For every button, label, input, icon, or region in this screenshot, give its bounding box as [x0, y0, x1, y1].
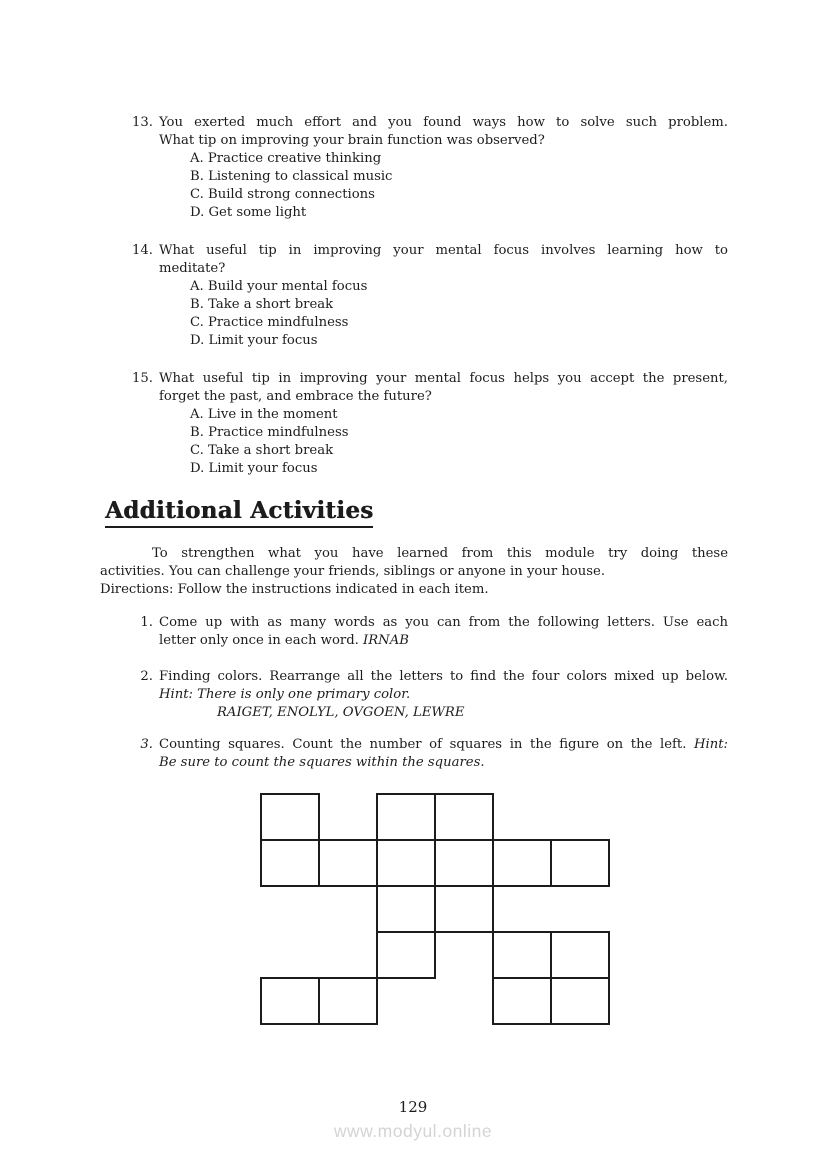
- question-text-line: What tip on improving your brain function was observed?: [159, 133, 545, 148]
- question-number: 15.: [132, 371, 153, 386]
- question-body: [159, 114, 728, 222]
- item-text-line: Come up with as many words as you can from the following letters. Use each: [159, 615, 728, 630]
- question-body: [159, 370, 728, 478]
- intro-line: activities. You can challenge your friends, siblings or anyone in your house.: [100, 564, 606, 579]
- question-14: [127, 242, 728, 350]
- section-heading: [100, 498, 728, 528]
- intro-line: To strengthen what you have learned from this module try doing these: [152, 546, 728, 561]
- options-list: [190, 150, 728, 222]
- item-number: 3.: [140, 737, 153, 752]
- options-list: [190, 278, 728, 350]
- scrambled-colors: RAIGET, ENOLYL, OVGOEN, LEWRE: [217, 705, 465, 720]
- item-hint: Hint: There is only one primary color.: [159, 687, 411, 702]
- section-title: Additional Activities: [105, 498, 373, 528]
- question-body: [159, 242, 728, 350]
- activity-item-2: [127, 668, 728, 722]
- option-d: D. Limit your focus: [190, 461, 318, 476]
- item-text-line: [159, 736, 728, 754]
- squares-figure-svg: [260, 793, 610, 1025]
- directions-line: Directions: Follow the instructions indicated in each item.: [100, 582, 489, 597]
- item-number: 1.: [140, 615, 153, 630]
- option-b: B. Listening to classical music: [190, 169, 393, 184]
- item-body: [159, 614, 728, 650]
- option-b: B. Practice mindfulness: [190, 425, 349, 440]
- item-number: 2.: [140, 669, 153, 684]
- item-text-line: Finding colors. Rearrange all the letters to find the four colors mixed up below.: [159, 669, 728, 684]
- question-text-line: You exerted much effort and you found ways how to solve such problem.: [159, 115, 728, 130]
- activity-item-1: [127, 614, 728, 650]
- puzzle-letters: IRNAB: [363, 633, 409, 648]
- option-d: D. Get some light: [190, 205, 307, 220]
- question-number: 14.: [132, 243, 153, 258]
- option-a: A. Build your mental focus: [190, 279, 368, 294]
- activity-item-3: [127, 736, 728, 772]
- option-a: A. Practice creative thinking: [190, 151, 382, 166]
- question-text-line: meditate?: [159, 261, 226, 276]
- options-list: [190, 406, 728, 478]
- item-text: letter only once in each word.: [159, 633, 364, 648]
- option-c: C. Build strong connections: [190, 187, 375, 202]
- question-13: [127, 114, 728, 222]
- intro-paragraph: [100, 545, 728, 599]
- item-body: [159, 736, 728, 772]
- question-text-line: What useful tip in improving your mental focus involves learning how to: [159, 243, 728, 258]
- watermark: www.modyul.online: [333, 1121, 493, 1141]
- item-text-line: [159, 632, 728, 650]
- item-body: [159, 668, 728, 722]
- option-c: C. Take a short break: [190, 443, 334, 458]
- question-text-line: forget the past, and embrace the future?: [159, 389, 432, 404]
- option-d: D. Limit your focus: [190, 333, 318, 348]
- question-number: 13.: [132, 115, 153, 130]
- question-text-line: What useful tip in improving your mental focus helps you accept the present,: [159, 371, 728, 386]
- option-b: B. Take a short break: [190, 297, 334, 312]
- item-hint-label: Hint:: [694, 737, 728, 752]
- option-a: A. Live in the moment: [190, 407, 338, 422]
- squares-figure: [260, 793, 728, 1031]
- question-15: [127, 370, 728, 478]
- item-hint: Be sure to count the squares within the squares.: [159, 755, 485, 770]
- option-c: C. Practice mindfulness: [190, 315, 349, 330]
- item-text: Counting squares. Count the number of squares in the figure on the left.: [159, 737, 695, 752]
- page-number: 129: [398, 1098, 428, 1116]
